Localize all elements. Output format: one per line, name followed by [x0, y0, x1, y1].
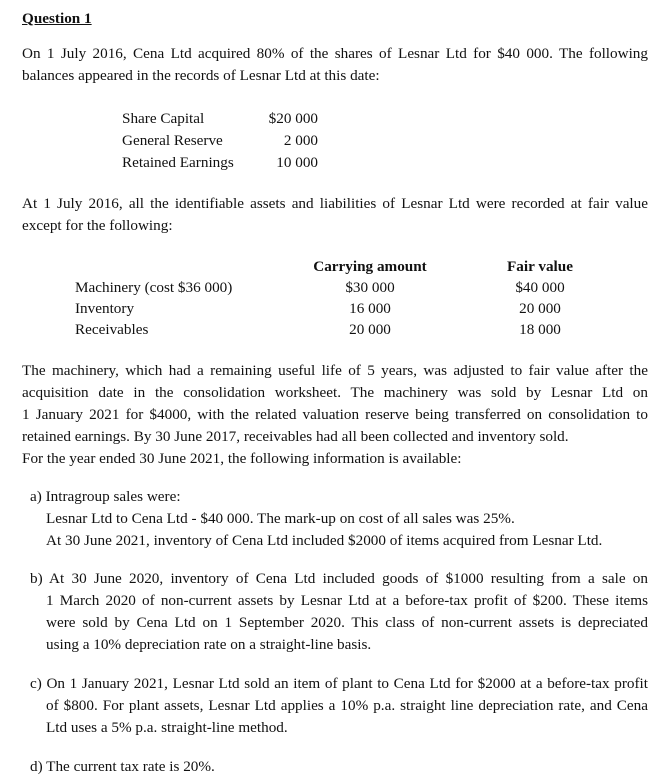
machinery-line: retained earnings. By 30 June 2017, receivables had all been collected and inventory sold. [22, 428, 569, 445]
item-d-line: d) The current tax rate is 20%. [30, 758, 215, 775]
item-b-line: 1 March 2020 of non-current assets by Lesnar Ltd at a before-tax profit of $200. These items [46, 592, 648, 609]
machinery-paragraph [22, 360, 648, 470]
equity-label: Retained Earnings [122, 154, 234, 171]
asset-fair: $40 000 [515, 279, 565, 296]
item-c-line: of $800. For plant assets, Lesnar Ltd applies a 10% p.a. straight line depreciation rate, and Cena [46, 697, 648, 714]
fair-value-intro [22, 193, 648, 237]
header-fair-value: Fair value [507, 258, 573, 275]
item-c [30, 673, 648, 739]
item-a [30, 486, 648, 552]
equity-value: $20 000 [268, 110, 318, 127]
fair-value-intro-line: except for the following: [22, 217, 173, 234]
machinery-line: For the year ended 30 June 2021, the following information is available: [22, 450, 462, 467]
intro-line: On 1 July 2016, Cena Ltd acquired 80% of the shares of Lesnar Ltd for $40 000. The following [22, 45, 648, 62]
item-b-line: b) At 30 June 2020, inventory of Cena Ltd included goods of $1000 resulting from a sale on [30, 570, 648, 587]
asset-fair: 18 000 [519, 321, 561, 338]
machinery-line: The machinery, which had a remaining useful life of 5 years, was adjusted to fair value after the [22, 362, 648, 379]
intro-line: balances appeared in the records of Lesnar Ltd at this date: [22, 67, 380, 84]
machinery-line: acquisition date in the consolidation worksheet. The machinery was sold by Lesnar Ltd on [22, 384, 648, 401]
item-a-line: a) Intragroup sales were: [30, 488, 181, 505]
item-b-line: using a 10% depreciation rate on a straight-line basis. [46, 636, 372, 653]
asset-carrying: 16 000 [349, 300, 391, 317]
machinery-line: 1 January 2021 for $4000, with the related valuation reserve being transferred on consolidation to [22, 406, 648, 423]
item-d [30, 756, 648, 778]
item-a-line: At 30 June 2021, inventory of Cena Ltd included $2000 of items acquired from Lesnar Ltd. [46, 532, 603, 549]
asset-carrying: 20 000 [349, 321, 391, 338]
item-c-line: c) On 1 January 2021, Lesnar Ltd sold an item of plant to Cena Ltd for $2000 at a before-tax profit [30, 675, 648, 692]
asset-fair: 20 000 [519, 300, 561, 317]
item-c-line: Ltd uses a 5% p.a. straight-line method. [46, 719, 288, 736]
asset-label: Receivables [75, 321, 149, 338]
question-title: Question 1 [22, 10, 92, 27]
equity-value: 10 000 [276, 154, 318, 171]
intro-paragraph [22, 43, 648, 87]
asset-label: Machinery (cost $36 000) [75, 279, 233, 296]
equity-label: Share Capital [122, 110, 205, 127]
item-b [30, 568, 648, 656]
item-a-line: Lesnar Ltd to Cena Ltd - $40 000. The mark-up on cost of all sales was 25%. [46, 510, 515, 527]
header-carrying-amount: Carrying amount [313, 258, 427, 275]
asset-carrying: $30 000 [345, 279, 395, 296]
equity-value: 2 000 [283, 132, 318, 149]
fair-value-intro-line: At 1 July 2016, all the identifiable assets and liabilities of Lesnar Ltd were recorded at fair value [22, 195, 648, 212]
equity-label: General Reserve [122, 132, 223, 149]
asset-label: Inventory [75, 300, 135, 317]
item-b-line: were sold by Cena Ltd on 1 September 2020. This class of non-current assets is depreciated [46, 614, 648, 631]
